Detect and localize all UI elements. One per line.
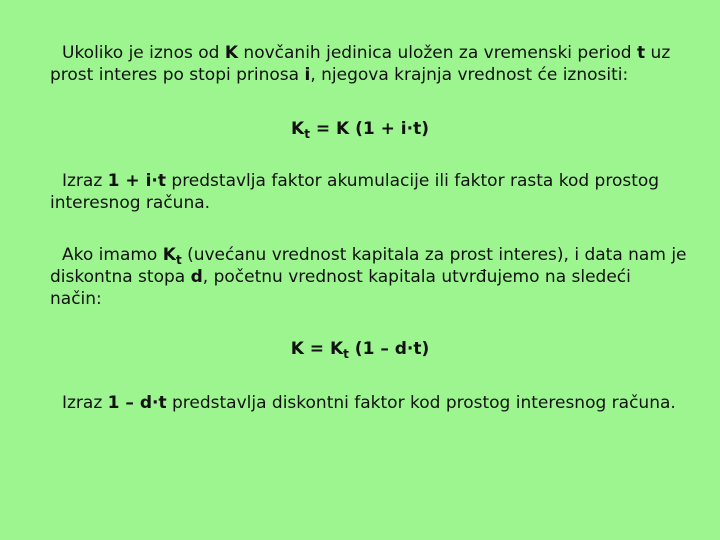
formula-subscript: t <box>343 347 349 361</box>
paragraph-line <box>62 170 710 192</box>
symbol-kt <box>163 245 182 265</box>
text: Izraz <box>62 393 108 413</box>
formula-discount <box>0 338 720 360</box>
paragraph-line <box>62 244 710 266</box>
text: Ako imamo <box>62 245 163 265</box>
text: prost interes po stopi prinosa <box>50 65 305 85</box>
text: , početnu vrednost kapitala utvrđujemo na sledeći <box>202 267 631 287</box>
formula-part: (1 – d·t) <box>348 339 430 359</box>
text: predstavlja diskontni faktor kod prostog interesnog računa. <box>166 393 676 413</box>
text: Ukoliko je iznos od <box>62 43 225 63</box>
formula-part: K = K <box>290 339 344 359</box>
formula-subscript: t <box>304 127 310 141</box>
paragraph-line: interesnog računa. <box>50 193 211 213</box>
symbol-d: d <box>190 267 203 287</box>
subscript: t <box>175 253 182 267</box>
text: , njegova krajnja vrednost će iznositi: <box>310 65 629 85</box>
text: (uvećanu vrednost kapitala za prost interes), i data nam je <box>181 245 687 265</box>
paragraph-line <box>50 64 710 86</box>
paragraph-simple-interest-intro <box>50 42 710 86</box>
formula-part: = K (1 + i·t) <box>309 119 429 139</box>
formula-part: K <box>291 119 305 139</box>
symbol-i: i <box>304 65 311 85</box>
symbol-t: t <box>637 43 646 63</box>
paragraph-line <box>50 266 710 288</box>
formula-accumulation <box>0 118 720 140</box>
paragraph-discount-factor <box>50 392 710 414</box>
paragraph-line: način: <box>50 289 102 309</box>
text: novčanih jedinica uložen za vremenski period <box>238 43 637 63</box>
text: Izraz <box>62 171 108 191</box>
expression: 1 – d·t <box>107 393 167 413</box>
paragraph-accumulation-factor <box>50 170 710 214</box>
symbol-k: K <box>224 43 239 63</box>
text: uz <box>645 43 671 63</box>
text: predstavlja faktor akumulacije ili faktor rasta kod prostog <box>166 171 660 191</box>
paragraph-line <box>62 392 710 414</box>
symbol: K <box>162 245 176 265</box>
text: diskontna stopa <box>50 267 191 287</box>
expression: 1 + i·t <box>107 171 166 191</box>
paragraph-line <box>62 42 710 64</box>
paragraph-discount-intro <box>50 244 710 310</box>
